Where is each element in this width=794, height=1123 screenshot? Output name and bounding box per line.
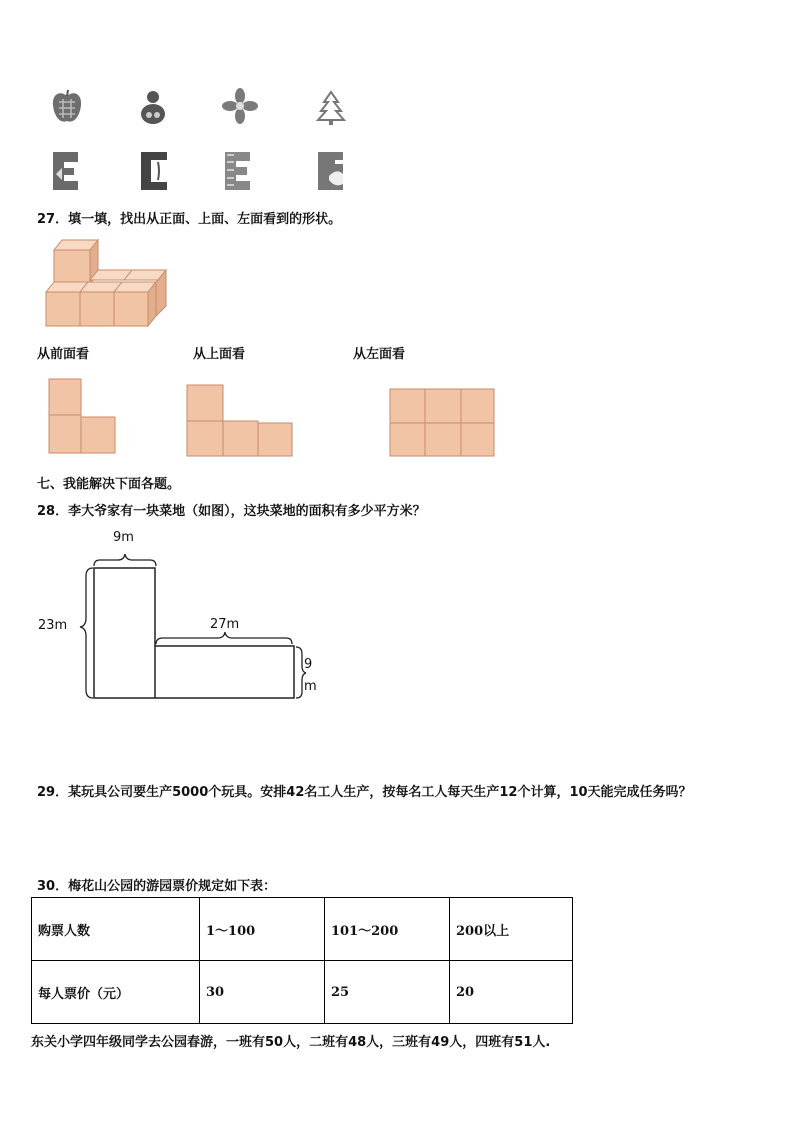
table-cell: 20 [450, 961, 573, 1024]
top-view-label: 从上面看 [193, 347, 246, 362]
dim-right-height-b: m [304, 679, 317, 694]
left-view-label: 从左面看 [353, 347, 406, 362]
question-27: 27．填一填，找出从正面、上面、左面看到的形状。 [37, 212, 342, 227]
table-cell: 25 [325, 961, 450, 1024]
table-cell: 1～100 [200, 898, 325, 961]
question-28: 28．李大爷家有一块菜地（如图），这块菜地的面积有多少平方米？ [37, 504, 426, 519]
E-shape-cutout-icon [50, 150, 82, 192]
dim-mid-width: 27m [210, 617, 240, 632]
top-view-figure [186, 384, 296, 462]
table-row [32, 961, 573, 1024]
C-shape-cutout-icon [138, 150, 170, 192]
dim-left-height: 23m [38, 618, 68, 633]
table-cell: 200以上 [450, 898, 573, 961]
table-cell: 购票人数 [32, 898, 200, 961]
apple-cutout-icon [50, 88, 84, 126]
E-shape-cutout-icon [222, 150, 254, 192]
dim-top-width: 9m [113, 530, 134, 545]
cube-arrangement [40, 236, 175, 335]
tree-cutout-icon [315, 90, 347, 126]
table-cell: 30 [200, 961, 325, 1024]
table-cell: 每人票价（元） [32, 961, 200, 1024]
table-cell: 101～200 [325, 898, 450, 961]
dim-right-height-a: 9 [304, 657, 313, 672]
ticket-price-table [31, 897, 573, 1024]
garden-diagram [36, 526, 336, 710]
question-29: 29．某玩具公司要生产5000个玩具。安排42名工人生产，按每名工人每天生产12个计算，10天能完成任务吗？ [37, 785, 692, 800]
table-row [32, 898, 573, 961]
gourd-cutout-icon [138, 88, 168, 126]
front-view-label: 从前面看 [37, 347, 90, 362]
left-view-figure [389, 388, 497, 462]
section-title: 七、我能解决下面各题。 [37, 477, 181, 492]
flower-cutout-icon [222, 88, 258, 124]
E-notch-cutout-icon [315, 150, 347, 192]
front-view-figure [48, 378, 118, 460]
question-30-note: 东关小学四年级同学去公园春游，一班有50人，二班有48人，三班有49人，四班有51人. [31, 1035, 551, 1050]
question-30: 30．梅花山公园的游园票价规定如下表： [37, 879, 277, 894]
